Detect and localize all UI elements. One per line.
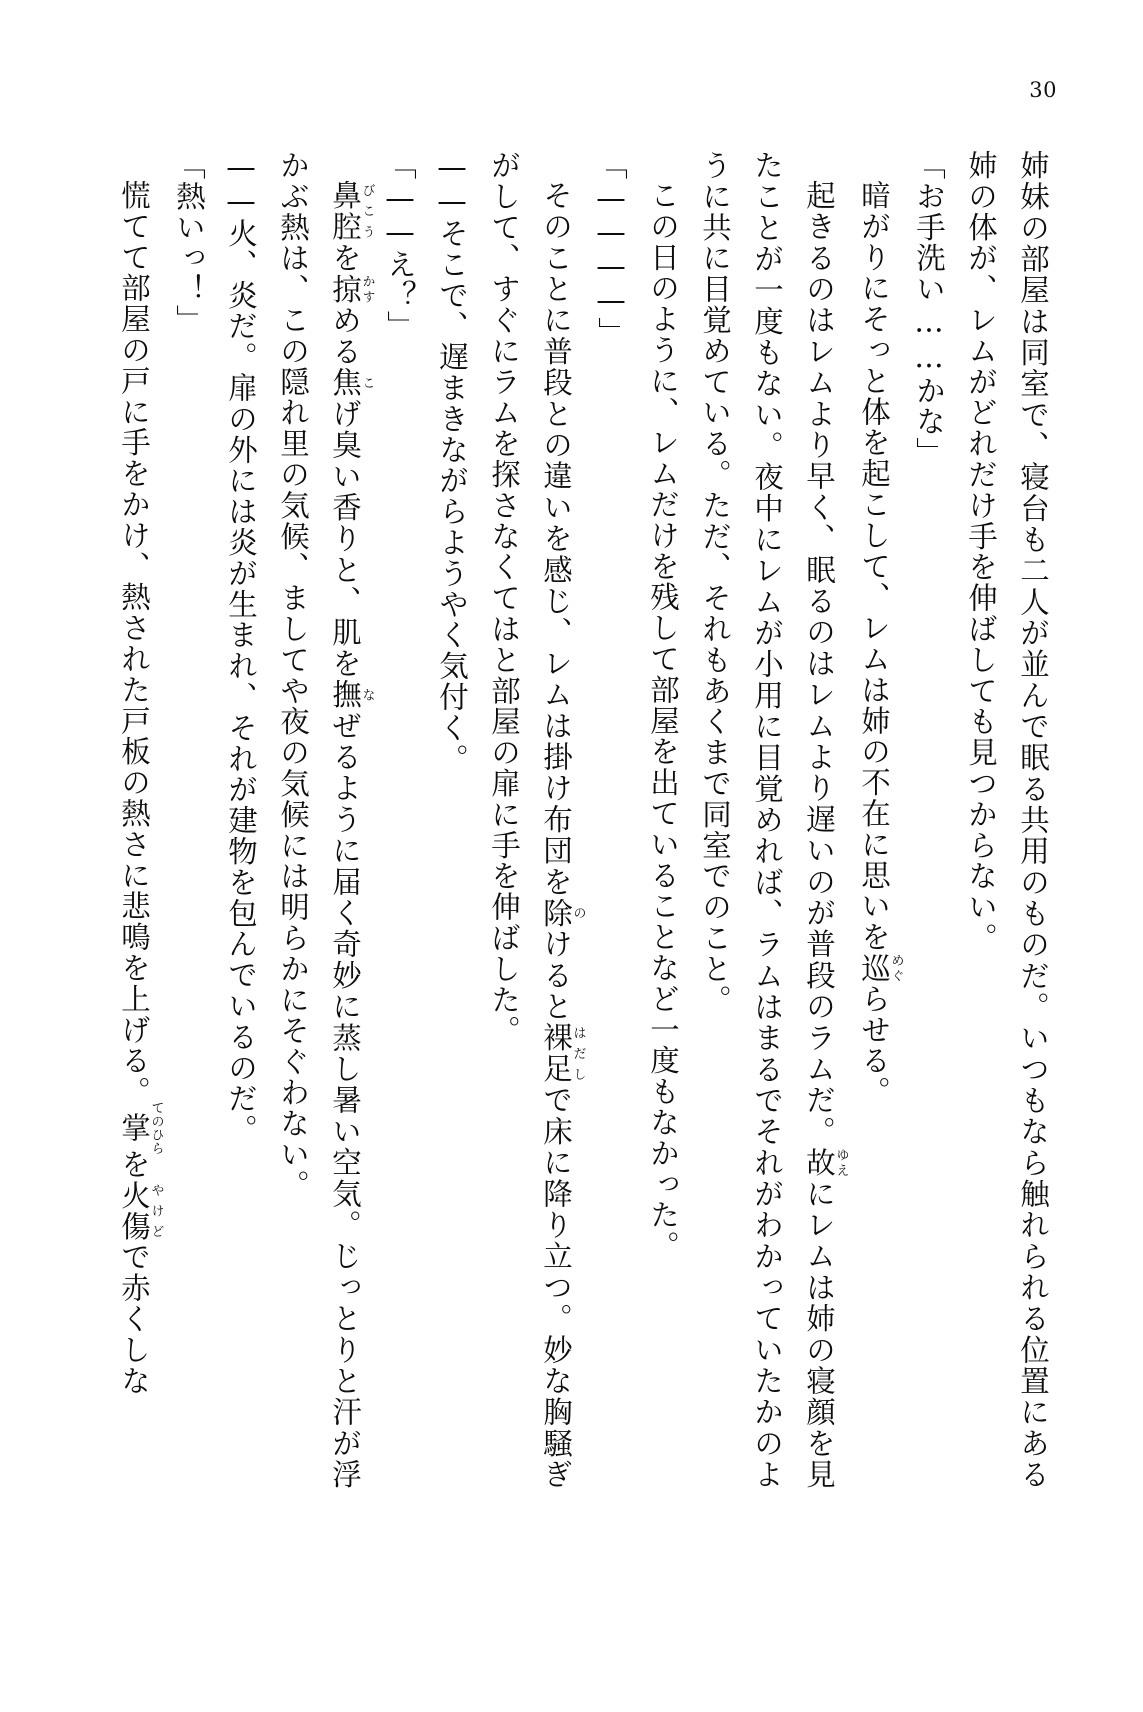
ruby-bikou: 鼻腔びこう bbox=[328, 180, 375, 243]
ruby-tenohira: 掌てのひら bbox=[117, 1101, 164, 1155]
paragraph: この日のように、レムだけを残して部屋を出ていることなど一度もなかった。 bbox=[646, 180, 680, 1262]
paragraph: 暗がりにそっと体を起こして、レムは姉の不在に思いを巡めぐらせる。 bbox=[857, 180, 904, 1108]
paragraph: ——そこで、遅まきながらようやく気付く。 bbox=[435, 150, 469, 775]
ruby-hadashi: 裸足はだし bbox=[539, 1022, 586, 1085]
paragraph-dialogue: 「お手洗い……かな」 bbox=[912, 150, 946, 468]
ruby-kasumeru: 掠かす bbox=[328, 273, 375, 305]
paragraph: ——火、炎だ。扉の外には炎が生まれ、それが建物を包んでいるのだ。 bbox=[224, 150, 258, 1145]
ruby-nokeru: 除の bbox=[539, 897, 586, 929]
paragraph: 慌てて部屋の戸に手をかけ、熱された戸板の熱さに悲鳴を上げる。掌てのひらを火傷やけどで赤くしな bbox=[117, 180, 164, 1397]
paragraph: 起きるのはレムより早く、眠るのはレムより遅いのが普段のラムだ。故ゆえにレムは姉の寝顔を見たことが一度もない。夜中にレムが小用に目覚めれば、ラムはまるでそれがわかっていたかのように共に目覚めている。ただ、それもあくまで同室でのこと。 bbox=[698, 150, 849, 1491]
paragraph: 姉妹の部屋は同室で、寝台も二人が並んで眠る共用のものだ。いつもなら触れられる位置にある姉の体が、レムがどれだけ手を伸ばしても見つからない。 bbox=[964, 150, 1050, 1490]
ruby-nazeru: 撫な bbox=[328, 679, 375, 711]
ruby-yue: 故ゆえ bbox=[802, 1147, 849, 1179]
page-text-body bbox=[117, 150, 1059, 1491]
paragraph-dash-line: 「————」 bbox=[594, 150, 628, 348]
ruby-yakedo: 火傷やけど bbox=[117, 1179, 164, 1242]
ruby-kogekusai: 焦こ bbox=[328, 367, 375, 399]
page-number: 30 bbox=[1029, 78, 1057, 102]
paragraph: 鼻腔びこうを掠かすめる焦こげ臭い香りと、肌を撫なぜるように届く奇妙に蒸し暑い空気。じっとりと汗が浮かぶ熱は、この隠れ里の気候、ましてや夜の気候には明らかにそぐわない。 bbox=[276, 150, 375, 1490]
paragraph-dialogue: 「——え？」 bbox=[383, 150, 417, 342]
ruby-meguraseru: 巡めぐ bbox=[857, 952, 904, 984]
paragraph: そのことに普段との違いを感じ、レムは掛け布団を除のけると裸足はだしで床に降り立つ。妙な胸騒ぎがして、すぐにラムを探さなくてはと部屋の扉に手を伸ばした。 bbox=[487, 150, 586, 1490]
paragraph-dialogue: 「熱いっ！」 bbox=[172, 150, 206, 336]
